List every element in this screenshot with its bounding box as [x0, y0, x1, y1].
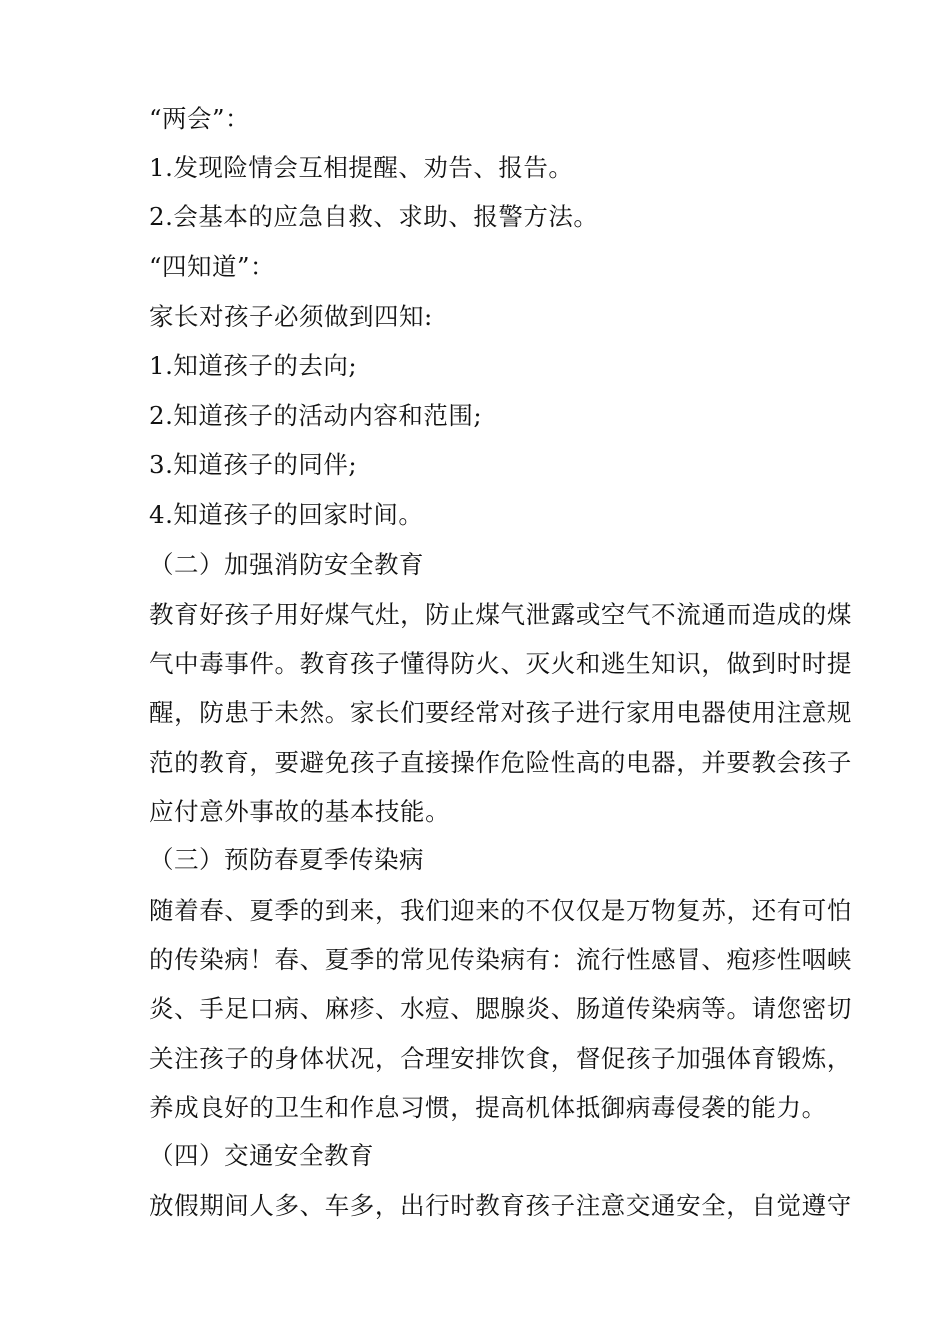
- section-body-fire-safety: 教育好孩子用好煤气灶，防止煤气泄露或空气不流通而造成的煤气中毒事件。教育孩子懂得防火、灭火和逃生知识，做到时时提醒，防患于未然。家长们要经常对孩子进行家用电器使用注意规范的教育，要避免孩子直接操作危险性高的电器，并要教会孩子应付意外事故的基本技能。: [149, 600, 852, 826]
- four-knows-item-1: 1.知道孩子的去向;: [149, 351, 358, 380]
- section-body-disease-prevention: 随着春、夏季的到来，我们迎来的不仅仅是万物复苏，还有可怕的传染病！春、夏季的常见传染病有：流行性感冒、疱疹性咽峡炎、手足口病、麻疹、水痘、腮腺炎、肠道传染病等。请您密切关注孩子的身体状况，合理安排饮食，督促孩子加强体育锻炼，养成良好的卫生和作息习惯，提高机体抵御病毒侵袭的能力。: [149, 896, 852, 1122]
- four-knows-item-2: 2.知道孩子的活动内容和范围;: [149, 401, 483, 430]
- four-knows-title: “四知道”：: [149, 252, 276, 281]
- four-knows-intro: 家长对孩子必须做到四知:: [149, 302, 433, 331]
- four-knows-item-4: 4.知道孩子的回家时间。: [149, 500, 424, 529]
- section-body-traffic-safety: 放假期间人多、车多，出行时教育孩子注意交通安全，自觉遵守: [149, 1191, 852, 1220]
- two-meetings-title: “两会”：: [149, 104, 251, 133]
- section-heading-traffic-safety: （四）交通安全教育: [149, 1141, 374, 1170]
- two-meetings-item-1: 1.发现险情会互相提醒、劝告、报告。: [149, 153, 574, 182]
- section-heading-fire-safety: （二）加强消防安全教育: [149, 550, 424, 579]
- section-heading-disease-prevention: （三）预防春夏季传染病: [149, 845, 424, 874]
- four-knows-item-3: 3.知道孩子的同伴;: [149, 450, 358, 479]
- two-meetings-item-2: 2.会基本的应急自救、求助、报警方法。: [149, 202, 599, 231]
